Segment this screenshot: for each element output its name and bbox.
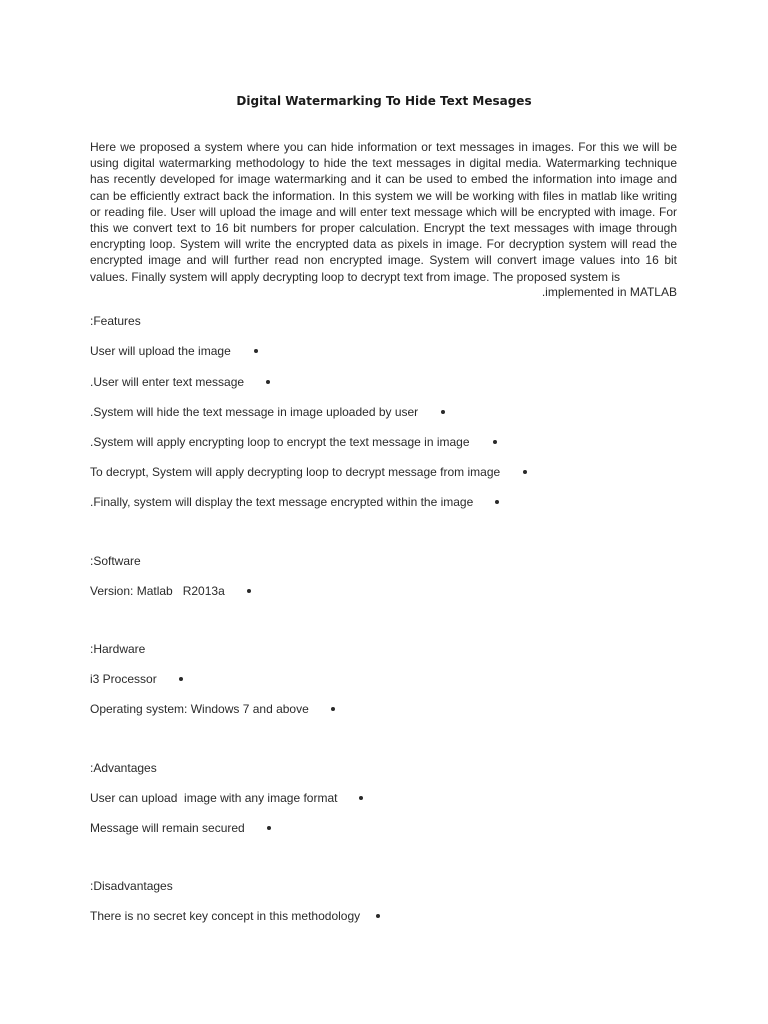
bullet-icon <box>523 470 527 474</box>
feature-item-text: .User will enter text message <box>90 375 245 389</box>
bullet-icon <box>376 914 380 918</box>
hardware-heading: :Hardware <box>90 642 146 656</box>
hardware-item-text: Operating system: Windows 7 and above <box>90 702 309 716</box>
feature-item <box>90 434 497 450</box>
bullet-icon <box>493 440 497 444</box>
bullet-icon <box>267 826 271 830</box>
features-heading: :Features <box>90 314 141 328</box>
advantage-item-text: User can upload image with any image format <box>90 791 338 805</box>
bullet-icon <box>254 349 258 353</box>
intro-paragraph-last-line: .implemented in MATLAB <box>541 285 677 299</box>
document-title: Digital Watermarking To Hide Text Mesages <box>236 94 532 108</box>
bullet-icon <box>266 380 270 384</box>
hardware-item <box>90 701 335 717</box>
feature-item-text: User will upload the image <box>90 344 231 358</box>
feature-item <box>90 374 270 390</box>
software-item-text: Version: Matlab R2013a <box>90 584 225 598</box>
bullet-icon <box>441 410 445 414</box>
feature-item <box>90 494 499 510</box>
hardware-item-text: i3 Processor <box>90 672 157 686</box>
hardware-item <box>90 671 183 687</box>
disadvantage-item-text: There is no secret key concept in this methodology <box>90 909 361 923</box>
advantages-heading: :Advantages <box>90 761 157 775</box>
feature-item <box>90 464 527 480</box>
advantage-item-text: Message will remain secured <box>90 821 245 835</box>
advantage-item <box>90 790 363 806</box>
advantage-item <box>90 820 271 836</box>
feature-item <box>90 404 445 420</box>
disadvantages-heading: :Disadvantages <box>90 879 173 893</box>
feature-item-text: To decrypt, System will apply decrypting loop to decrypt message from image <box>90 465 501 479</box>
intro-paragraph: Here we proposed a system where you can hide information or text messages in images. For this we will be using digital watermarking methodology to hide the text messages in digital media. Watermarking technique has recently developed for image watermarking and it can be used to embed the information into image and can be efficiently extract back the information. In this system we will be working with files in matlab like writing or reading file. User will upload the image and will enter text message which will be encrypted with image. For this we convert text to 16 bit numbers for proper calculation. Encrypt the text messages with image through encrypting loop. System will write the encrypted data as pixels in image. For decryption system will read the encrypted image and will further read non encrypted image. System will convert image values into 16 bit values. Finally system will apply decrypting loop to decrypt text from image. The proposed system is <box>90 140 677 284</box>
feature-item <box>90 343 258 359</box>
disadvantage-item <box>90 908 380 924</box>
bullet-icon <box>495 500 499 504</box>
bullet-icon <box>359 796 363 800</box>
bullet-icon <box>331 707 335 711</box>
software-heading: :Software <box>90 554 141 568</box>
bullet-icon <box>247 589 251 593</box>
software-item <box>90 583 251 599</box>
feature-item-text: .System will apply encrypting loop to encrypt the text message in image <box>90 435 470 449</box>
feature-item-text: .System will hide the text message in image uploaded by user <box>90 405 419 419</box>
bullet-icon <box>179 677 183 681</box>
feature-item-text: .Finally, system will display the text message encrypted within the image <box>90 495 474 509</box>
